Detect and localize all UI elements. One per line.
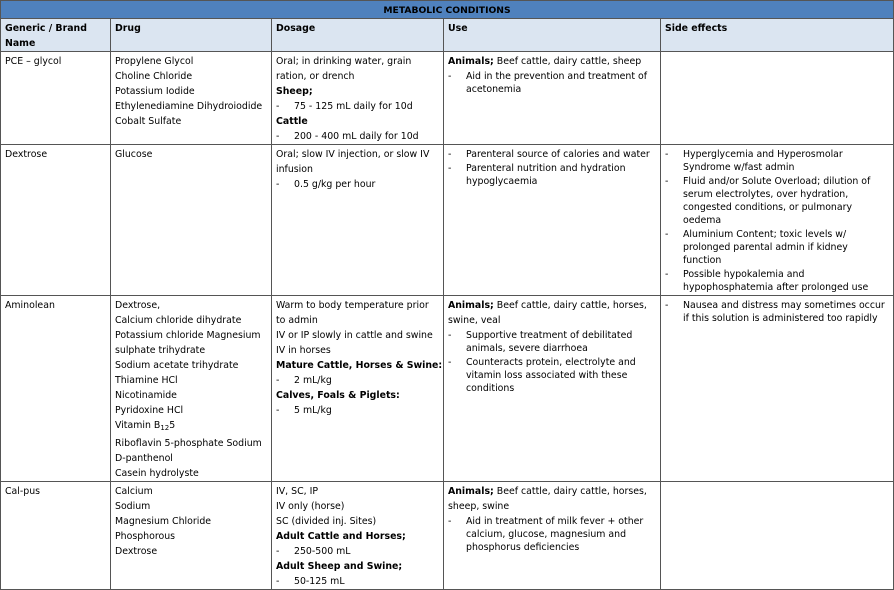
drug-item: D-panthenol (115, 453, 173, 464)
table-title: METABOLIC CONDITIONS (1, 1, 894, 19)
drug-item: Potassium chloride Magnesium sulphate trihydrate (115, 330, 261, 356)
use-cell (444, 145, 661, 296)
dosage-intro: IV or IP slowly in cattle and swine IV in horses (276, 330, 433, 356)
use-item: - Parenteral source of calories and water (448, 149, 650, 160)
row-name: Dextrose (1, 145, 111, 296)
table-row (1, 482, 894, 590)
drug-item: Pyridoxine HCl (115, 405, 184, 416)
side-effects-cell (661, 52, 894, 145)
drug-item: Glucose (115, 149, 153, 160)
drug-list (111, 145, 272, 296)
drug-item: Calcium (115, 486, 153, 497)
use-item: - Aid in treatment of milk fever + other calcium, glucose, magnesium and phosphorus deficiencies (448, 516, 644, 553)
drug-item: Sodium (115, 501, 151, 512)
drug-item: Riboflavin 5-phosphate Sodium (115, 438, 262, 449)
dosage-item: - 2 mL/kg (276, 375, 332, 386)
dosage-cell (272, 52, 444, 145)
dosage-item: - 75 - 125 mL daily for 10d (276, 101, 413, 112)
side-effects-cell (661, 482, 894, 590)
header-generic-brand: Generic / Brand Name (1, 19, 111, 52)
use-item: - Parenteral nutrition and hydration hypoglycaemia (448, 163, 626, 187)
dosage-route: IV only (horse) (276, 501, 345, 512)
dosage-label: Adult Cattle and Horses; (276, 531, 406, 542)
header-drug: Drug (111, 19, 272, 52)
side-effect-item: - Possible hypokalemia and hypophosphatemia after prolonged use (665, 269, 869, 293)
drug-item: Magnesium Chloride (115, 516, 212, 527)
dosage-item: - 250-500 mL (276, 546, 351, 557)
animals-line: Animals; Beef cattle, dairy cattle, horses, swine, veal (448, 300, 647, 326)
dosage-intro: Oral; in drinking water, grain ration, or drench (276, 56, 412, 82)
dosage-item: - 50-125 mL (276, 576, 345, 587)
side-effect-item: - Fluid and/or Solute Overload; dilution of serum electrolytes, over hydration, congested conditions, or pulmonary oedema (665, 176, 871, 226)
header-use: Use (444, 19, 661, 52)
dosage-route: IV, SC, IP (276, 486, 319, 497)
table-row (1, 52, 894, 145)
table-row (1, 296, 894, 482)
drug-item: Thiamine HCl (115, 375, 178, 386)
drug-item: Dextrose, (115, 300, 161, 311)
dosage-item: - 5 mL/kg (276, 405, 332, 416)
side-effect-item: - Nausea and distress may sometimes occur if this solution is administered too rapidly (665, 300, 885, 324)
drug-item: Choline Chloride (115, 71, 193, 82)
side-effects-cell (661, 296, 894, 482)
drug-item: Calcium chloride dihydrate (115, 315, 242, 326)
row-name: PCE – glycol (1, 52, 111, 145)
drug-item: Phosphorous (115, 531, 176, 542)
drug-list (111, 482, 272, 590)
table-row (1, 145, 894, 296)
drug-item: Vitamin $B_{12}5$ (115, 420, 176, 432)
drug-item: Nicotinamide (115, 390, 177, 401)
dosage-cell (272, 145, 444, 296)
side-effects-cell (661, 145, 894, 296)
dosage-label: Mature Cattle, Horses & Swine: (276, 360, 443, 371)
dosage-intro: Oral; slow IV injection, or slow IV infusion (276, 149, 430, 175)
drug-item: Sodium acetate trihydrate (115, 360, 239, 371)
side-effect-item: - Hyperglycemia and Hyperosmolar Syndrome w/fast admin (665, 149, 843, 173)
drug-list (111, 52, 272, 145)
dosage-label: Calves, Foals & Piglets: (276, 390, 400, 401)
use-item: - Counteracts protein, electrolyte and vitamin loss associated with these conditions (448, 357, 636, 394)
drug-item: Propylene Glycol (115, 56, 194, 67)
row-name: Cal-pus (1, 482, 111, 590)
drug-list (111, 296, 272, 482)
dosage-label: Adult Sheep and Swine; (276, 561, 403, 572)
drug-item: Ethylenediamine Dihydroiodide (115, 101, 263, 112)
dosage-label: Cattle (276, 116, 308, 127)
use-cell (444, 296, 661, 482)
header-dosage: Dosage (272, 19, 444, 52)
use-cell (444, 52, 661, 145)
dosage-route: SC (divided inj. Sites) (276, 516, 377, 527)
drug-item: Cobalt Sulfate (115, 116, 182, 127)
dosage-item: - 200 - 400 mL daily for 10d (276, 131, 419, 142)
row-name: Aminolean (1, 296, 111, 482)
drug-item: Potassium Iodide (115, 86, 195, 97)
dosage-item: - 0.5 g/kg per hour (276, 179, 376, 190)
use-cell (444, 482, 661, 590)
drug-item: Casein hydrolyste (115, 468, 199, 479)
side-effect-item: - Aluminium Content; toxic levels w/ prolonged parental admin if kidney function (665, 229, 848, 266)
drug-item: Dextrose (115, 546, 158, 557)
use-item: - Aid in the prevention and treatment of acetonemia (448, 71, 648, 95)
use-item: - Supportive treatment of debilitated animals, severe diarrhoea (448, 330, 633, 354)
dosage-cell (272, 482, 444, 590)
animals-line: Animals; Beef cattle, dairy cattle, horses, sheep, swine (448, 486, 647, 512)
dosage-cell (272, 296, 444, 482)
header-side-effects: Side effects (661, 19, 894, 52)
dosage-label: Sheep; (276, 86, 313, 97)
dosage-intro: Warm to body temperature prior to admin (276, 300, 429, 326)
animals-line: Animals; Beef cattle, dairy cattle, sheep (448, 56, 642, 67)
